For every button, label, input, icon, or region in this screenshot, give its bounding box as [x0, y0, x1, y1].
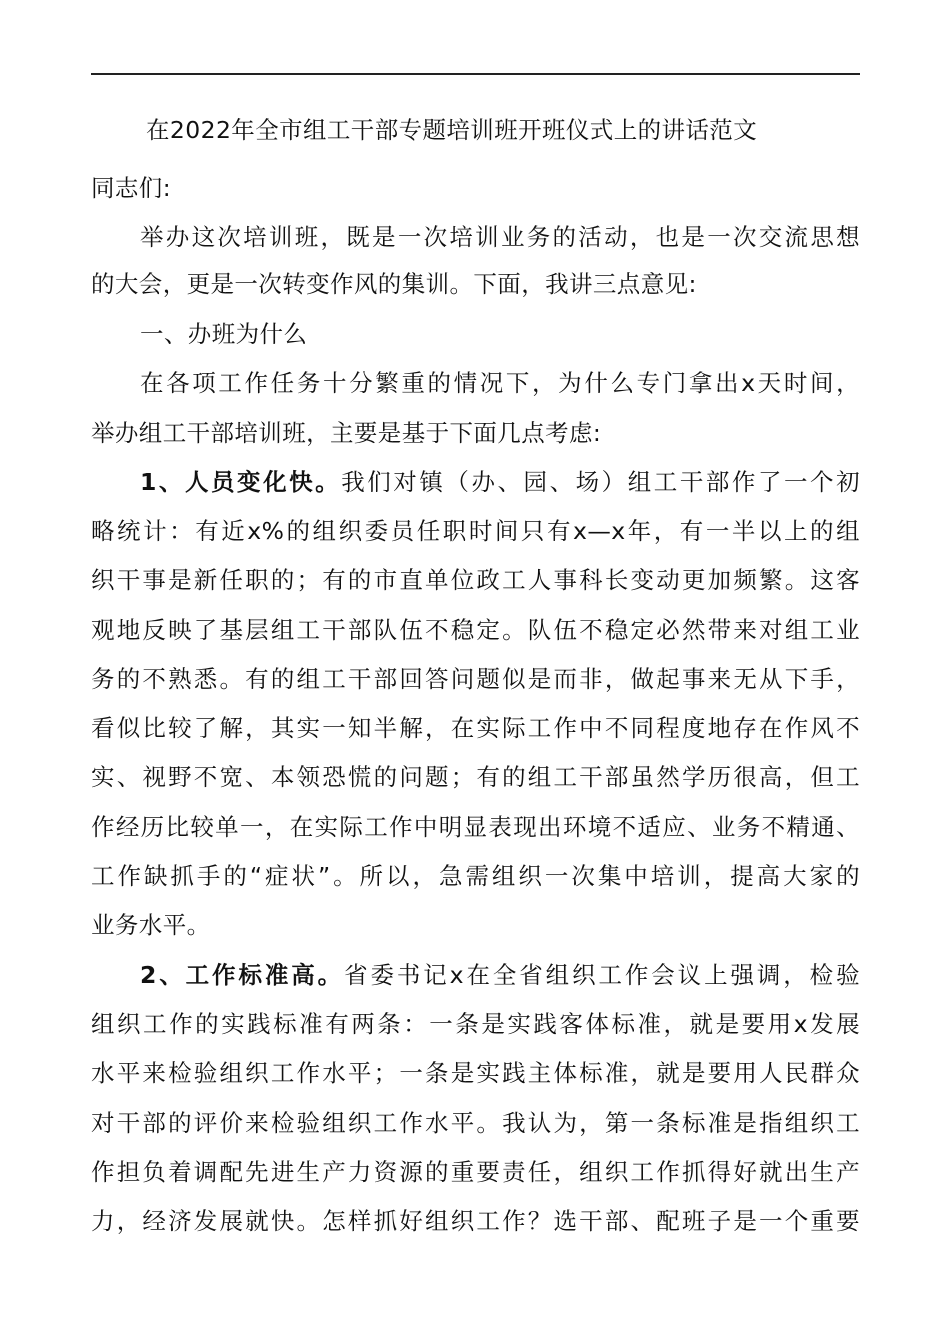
point-1-first-line — [140, 466, 860, 498]
paragraph-line: 业务水平。 — [91, 911, 211, 939]
point-2-first-line — [140, 959, 860, 991]
paragraph-line: 略统计：有近x%的组织委员任职时间只有x—x年，有一半以上的组 — [91, 517, 860, 545]
paragraph-line: 看似比较了解，其实一知半解，在实际工作中不同程度地存在作风不 — [91, 714, 860, 742]
section-intro-line: 举办组工干部培训班，主要是基于下面几点考虑: — [91, 419, 602, 447]
paragraph-line: 水平来检验组织工作水平；一条是实践主体标准，就是要用人民群众 — [91, 1059, 860, 1087]
paragraph-line: 实、视野不宽、本领恐慌的问题；有的组工干部虽然学历很高，但工 — [91, 763, 860, 791]
intro-line: 的大会，更是一次转变作风的集训。下面，我讲三点意见: — [91, 270, 697, 298]
paragraph-line: 作经历比较单一，在实际工作中明显表现出环境不适应、业务不精通、 — [91, 813, 860, 841]
paragraph-line: 作担负着调配先进生产力资源的重要责任，组织工作抓得好就出生产 — [91, 1158, 860, 1186]
paragraph-line: 组织工作的实践标准有两条：一条是实践客体标准，就是要用x发展 — [91, 1010, 860, 1038]
salutation: 同志们: — [91, 174, 172, 202]
paragraph-line: 织干事是新任职的；有的市直单位政工人事科长变动更加频繁。这客 — [91, 566, 860, 594]
section-intro-line: 在各项工作任务十分繁重的情况下，为什么专门拿出x天时间， — [140, 369, 860, 397]
point-2-text: 省委书记x在全省组织工作会议上强调，检验 — [344, 961, 860, 989]
paragraph-line: 对干部的评价来检验组织工作水平。我认为，第一条标准是指组织工 — [91, 1109, 860, 1137]
header-rule — [91, 73, 860, 75]
point-1-heading: 1、人员变化快。 — [140, 468, 342, 496]
point-2-heading: 2、工作标准高。 — [140, 961, 345, 989]
paragraph-line: 工作缺抓手的“症状”。所以，急需组织一次集中培训，提高大家的 — [91, 862, 860, 890]
section-heading: 一、办班为什么 — [140, 320, 308, 348]
paragraph-line: 务的不熟悉。有的组工干部回答问题似是而非，做起事来无从下手， — [91, 665, 860, 693]
intro-line: 举办这次培训班，既是一次培训业务的活动，也是一次交流思想 — [140, 223, 860, 251]
document-title: 在2022年全市组工干部专题培训班开班仪式上的讲话范文 — [146, 116, 758, 144]
paragraph-line: 力，经济发展就快。怎样抓好组织工作？选干部、配班子是一个重要 — [91, 1207, 860, 1235]
paragraph-line: 观地反映了基层组工干部队伍不稳定。队伍不稳定必然带来对组工业 — [91, 616, 860, 644]
point-1-text: 我们对镇（办、园、场）组工干部作了一个初 — [341, 468, 860, 496]
